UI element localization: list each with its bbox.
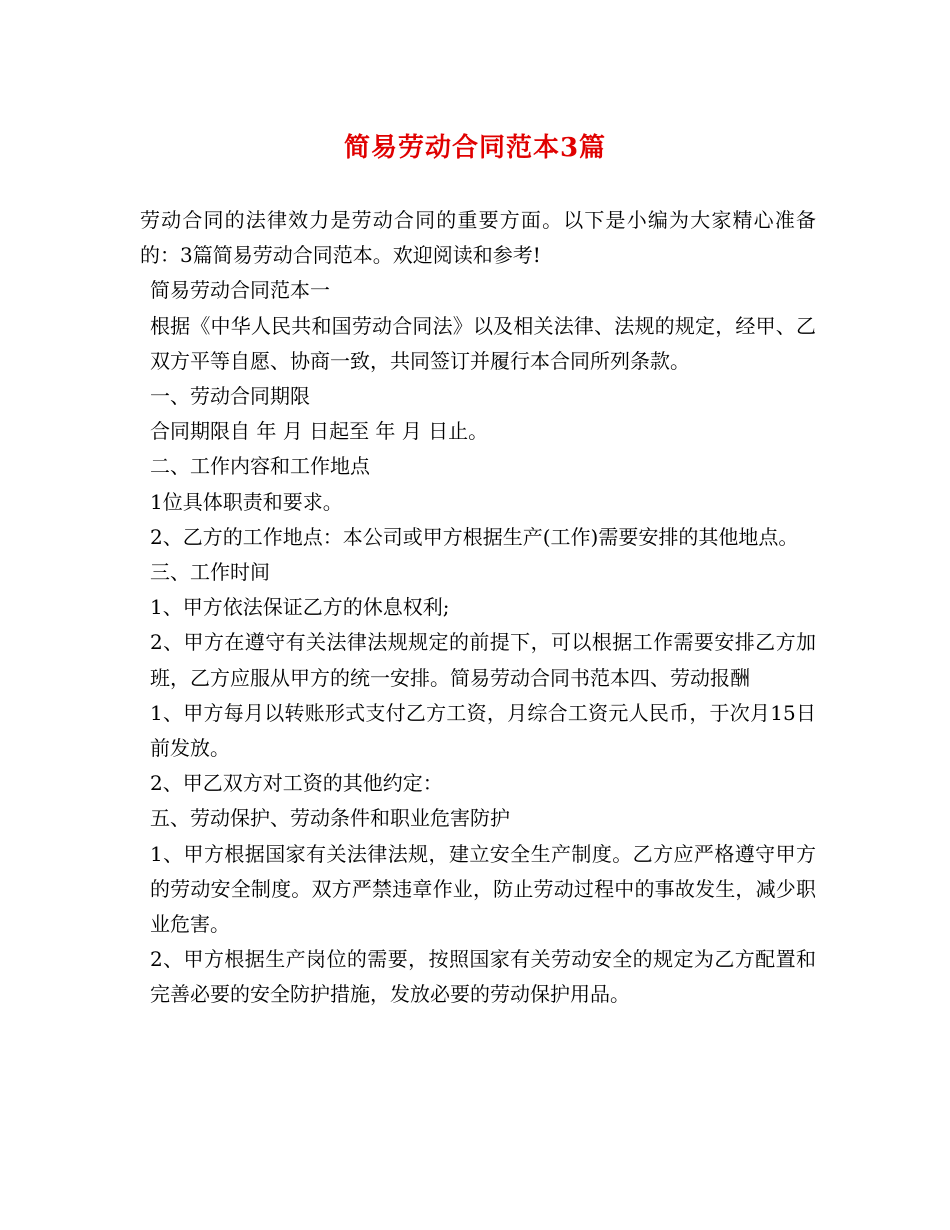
body-paragraph: 2、甲方在遵守有关法律法规规定的前提下，可以根据工作需要安排乙方加班，乙方应服从甲方的统一安排。简易劳动合同书范本四、劳动报酬 xyxy=(150,630,816,690)
body-paragraph: 三、工作时间 xyxy=(150,560,270,585)
body-paragraph: 二、工作内容和工作地点 xyxy=(150,454,370,479)
body-paragraph: 一、劳动合同期限 xyxy=(150,384,310,409)
body-paragraph: 2、甲乙双方对工资的其他约定： xyxy=(150,771,443,796)
body-paragraph: 根据《中华人民共和国劳动合同法》以及相关法律、法规的规定，经甲、乙双方平等自愿、协商一致，共同签订并履行本合同所列条款。 xyxy=(150,313,816,373)
document-body xyxy=(140,203,816,1013)
body-paragraph: 2、乙方的工作地点：本公司或甲方根据生产(工作)需要安排的其他地点。 xyxy=(150,524,799,549)
body-paragraph: 1、甲方根据国家有关法律法规，建立安全生产制度。乙方应严格遵守甲方的劳动安全制度。双方严禁违章作业，防止劳动过程中的事故发生，减少职业危害。 xyxy=(150,841,816,937)
body-paragraph: 1、甲方每月以转账形式支付乙方工资，月综合工资元人民币，于次月15日前发放。 xyxy=(150,700,816,761)
body-paragraph: 2、甲方根据生产岗位的需要，按照国家有关劳动安全的规定为乙方配置和完善必要的安全防护措施，发放必要的劳动保护用品。 xyxy=(150,947,816,1007)
body-paragraph: 五、劳动保护、劳动条件和职业危害防护 xyxy=(150,806,510,831)
document-title: 简易劳动合同范本3篇 xyxy=(343,133,607,163)
body-paragraph: 劳动合同的法律效力是劳动合同的重要方面。以下是小编为大家精心准备的：3篇简易劳动合同范本。欢迎阅读和参考! xyxy=(140,208,816,268)
body-paragraph: 1、甲方依法保证乙方的休息权利; xyxy=(150,595,450,620)
body-paragraph: 简易劳动合同范本一 xyxy=(150,278,330,303)
body-paragraph: 1位具体职责和要求。 xyxy=(150,489,343,514)
body-paragraph: 合同期限自 年 月 日起至 年 月 日止。 xyxy=(150,419,489,444)
